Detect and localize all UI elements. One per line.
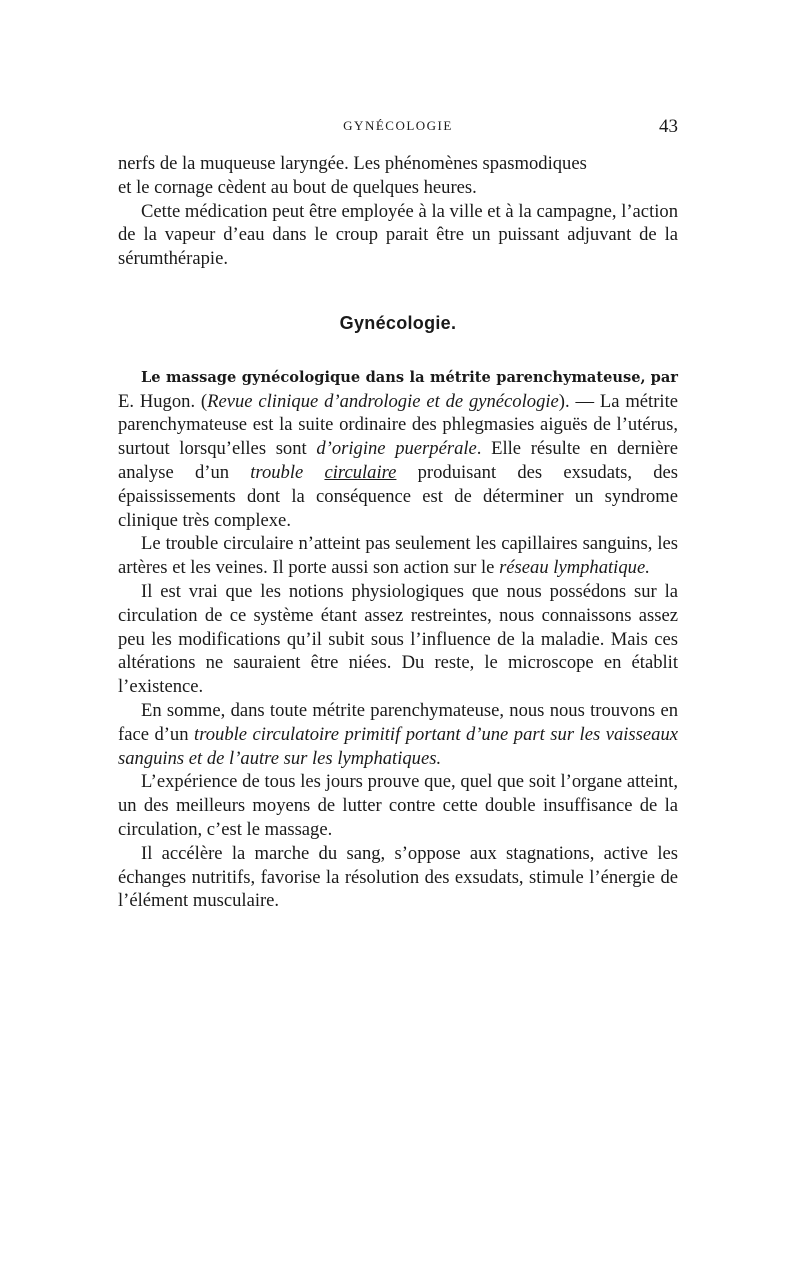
continuation-line-2: et le cornage cèdent au bout de quelques heures. [118,176,477,198]
p5-italic: trouble circulatoire primitif portant d’une part sur les vaisseaux sanguins et de l’autre sur les lymphatiques. [118,723,678,769]
p3-text: Le trouble circulaire n’atteint pas seulement les capillaires sanguins, les artères et les veines. Il porte aussi son action sur le [118,533,678,579]
running-head [118,116,678,138]
article-paragraph [118,365,678,533]
article-text-2: . Elle résulte en dernière analyse d’un [118,438,679,483]
p5-text: En somme, dans toute métrite parenchymateuse, nous nous trouvons en face d’un [118,699,678,745]
paragraph-notions: Il est vrai que les notions physiologiques que nous possédons sur la circulation de ce système étant assez restreintes, nous connaissons assez peu les modifications qu’il subit sous l’influence de la maladie. Mais ces altérations ne sauraient être niées. Du reste, le microscope en établit l’existence. [118,580,678,698]
article-text-1: ). — La métrite parenchymateuse est la suite ordinaire des phlegmasies aiguës de l’utérus, surtout lorsqu’elles sont [118,390,678,460]
paragraph-trouble-circulaire [118,532,678,580]
page-number: 43 [659,116,678,137]
body-text [118,152,678,913]
paragraph-experience: L’expérience de tous les jours prouve que, quel que soit l’organe atteint, un des meilleurs moyens de lutter contre cette double insuffisance de la circulation, c’est le massage. [118,771,678,840]
article-circulaire: circulaire [324,461,397,483]
article-journal: Revue clinique d’andrologie et de gynécologie [207,390,559,412]
article-title: Le massage gynécologique dans la métrite parenchymateuse, [141,368,646,386]
paragraph-acceleration: Il accélère la marche du sang, s’oppose aux stagnations, active les échanges nutritifs, favorise la résolution des exsudats, stimule l’énergie de l’élément musculaire. [118,842,678,912]
article-author: E. Hugon. ( [118,390,208,412]
article-trouble: trouble [250,461,304,483]
paragraph-en-somme [118,699,678,770]
paragraph-continuation [118,152,678,200]
article-text-3: produisant des exsudats, des épaississements dont la conséquence est de déterminer un syndrome clinique très complexe. [118,461,678,531]
paragraph-medication: Cette médication peut être employée à la ville et à la campagne, l’action de la vapeur d’eau dans le croup parait être un puissant adjuvant de la sérumthérapie. [118,200,678,270]
article-origin: d’origine puerpérale [316,438,477,460]
article-by: par [650,368,678,386]
p3-italic: réseau lymphatique. [499,557,650,579]
running-title: GYNÉCOLOGIE [343,118,453,133]
continuation-line-1: nerfs de la muqueuse laryngée. Les phénomènes spasmodiques [118,153,587,174]
section-title: Gynécologie. [339,312,457,333]
